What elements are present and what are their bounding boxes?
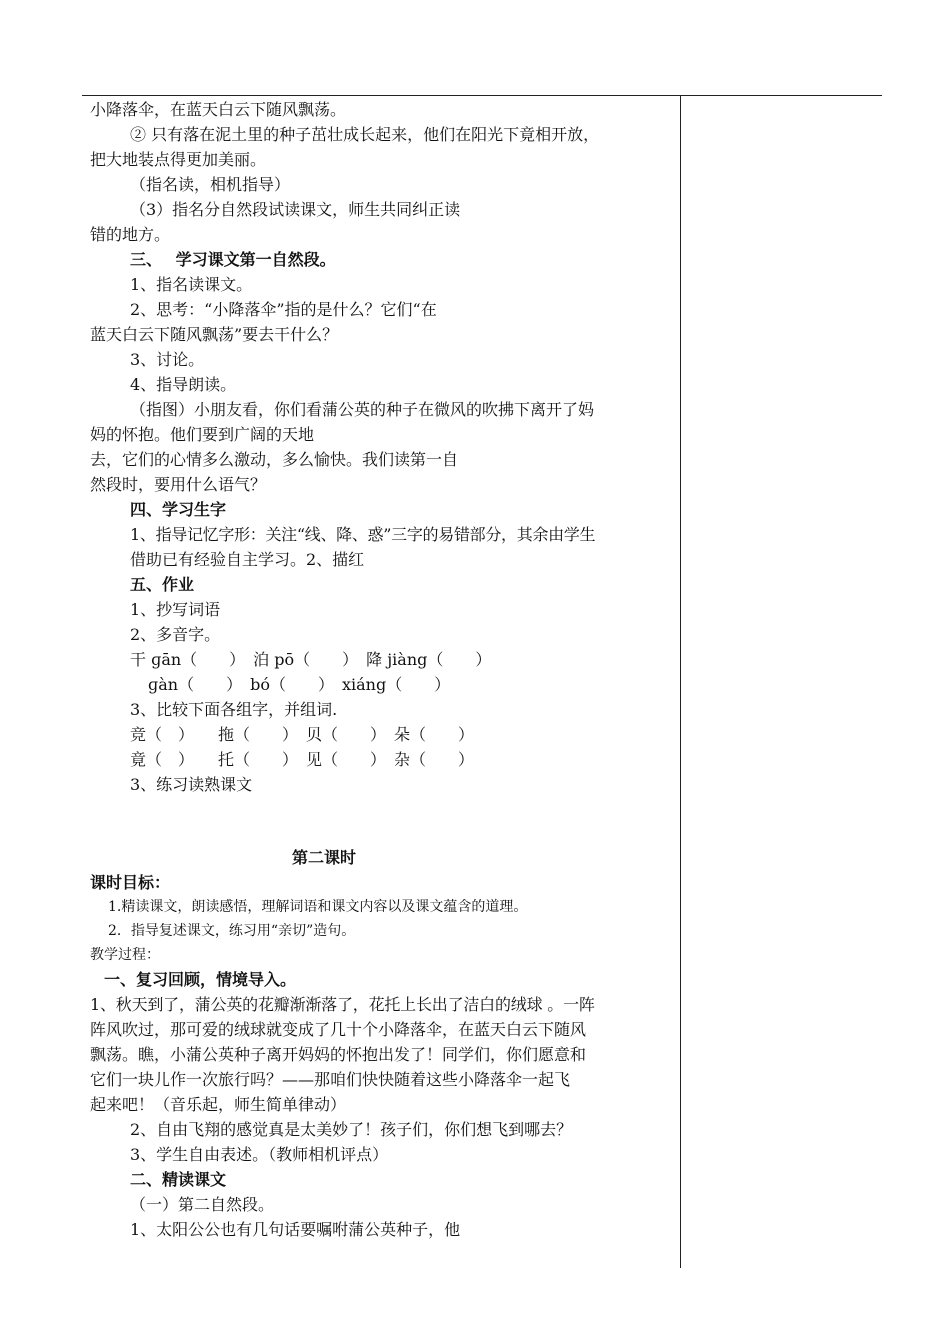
polyphone-row: ɡàn（ ） bó（ ） xiáng（ ） [148, 675, 451, 694]
list-item: 4、指导朗读。 [130, 375, 237, 394]
paragraph-line: 起来吧！（音乐起，师生简单律动） [90, 1095, 347, 1114]
paragraph-line: （指图）小朋友看，你们看蒲公英的种子在微风的吹拂下离开了妈 [130, 400, 595, 419]
table-top-border [82, 95, 882, 96]
objective-item: 2．指导复述课文，练习用“亲切”造句。 [108, 923, 356, 939]
paragraph-line: 飘荡。瞧，小蒲公英种子离开妈妈的怀抱出发了！同学们，你们愿意和 [90, 1045, 587, 1064]
paragraph-line: 小降落伞，在蓝天白云下随风飘荡。 [90, 100, 347, 119]
paragraph-line: 然段时，要用什么语气？ [90, 475, 267, 494]
list-item: 2、自由飞翔的感觉真是太美妙了！孩子们，你们想飞到哪去？ [130, 1120, 573, 1139]
compare-chars-row: 竟（ ） 托（ ） 见（ ） 杂（ ） [130, 750, 475, 769]
list-item: 3、比较下面各组字，并组词. [130, 700, 338, 719]
section-heading-5: 五、作业 [130, 575, 195, 594]
lesson-period-title: 第二课时 [292, 848, 357, 867]
subsection-heading: （一）第二自然段。 [130, 1195, 275, 1214]
list-item: 1、太阳公公也有几句话要嘱咐蒲公英种子，他 [130, 1220, 461, 1239]
paragraph-line: 错的地方。 [90, 225, 171, 244]
section-heading-1: 一、复习回顾，情境导入。 [104, 970, 297, 989]
compare-chars-row: 竞（ ） 拖（ ） 贝（ ） 朵（ ） [130, 725, 475, 744]
list-item: 1、指导记忆字形：关注“线、降、惑”三字的易错部分，其余由学生 [130, 525, 596, 544]
list-item: 1、抄写词语 [130, 600, 221, 619]
paragraph-line: 1、秋天到了，蒲公英的花瓣渐渐落了，花托上长出了洁白的绒球 。一阵 [90, 995, 595, 1014]
list-item: 3、讨论。 [130, 350, 205, 369]
paragraph-line: （3）指名分自然段试读课文，师生共同纠正读 [130, 200, 461, 219]
objective-item: 1.精读课文，朗读感悟，理解词语和课文内容以及课文蕴含的道理。 [108, 899, 528, 915]
polyphone-row: 干 ɡān（ ） 泊 pō（ ） 降 jiàng（ ） [130, 650, 492, 669]
table-column-divider [680, 96, 681, 1268]
list-item: 1、指名读课文。 [130, 275, 253, 294]
objectives-heading: 课时目标： [90, 873, 171, 892]
list-item: 3、学生自由表述。（教师相机评点） [130, 1145, 389, 1164]
paragraph-line: 去，它们的心情多么激动，多么愉快。我们读第一自 [90, 450, 459, 469]
paragraph-line: 把大地装点得更加美丽。 [90, 150, 267, 169]
paragraph-line: （指名读，相机指导） [130, 175, 291, 194]
section-heading-3: 三、 学习课文第一自然段。 [130, 250, 336, 269]
section-heading-2: 二、精读课文 [130, 1170, 227, 1189]
paragraph-line: 阵风吹过，那可爱的绒球就变成了几十个小降落伞，在蓝天白云下随风 [90, 1020, 587, 1039]
section-heading-4: 四、学习生字 [130, 500, 227, 519]
process-label: 教学过程： [90, 947, 160, 963]
list-item: 3、练习读熟课文 [130, 775, 253, 794]
paragraph-line: 借助已有经验自主学习。2、描红 [130, 550, 365, 569]
paragraph-line: 它们一块儿作一次旅行吗？——那咱们快快随着这些小降落伞一起飞 [90, 1070, 571, 1089]
paragraph-line: ② 只有落在泥土里的种子茁壮成长起来，他们在阳光下竟相开放， [130, 125, 600, 144]
paragraph-line: 蓝天白云下随风飘荡”要去干什么？ [90, 325, 339, 344]
paragraph-line: 妈的怀抱。他们要到广阔的天地 [90, 425, 315, 444]
list-item: 2、多音字。 [130, 625, 221, 644]
list-item: 2、思考：“小降落伞”指的是什么？它们“在 [130, 300, 437, 319]
